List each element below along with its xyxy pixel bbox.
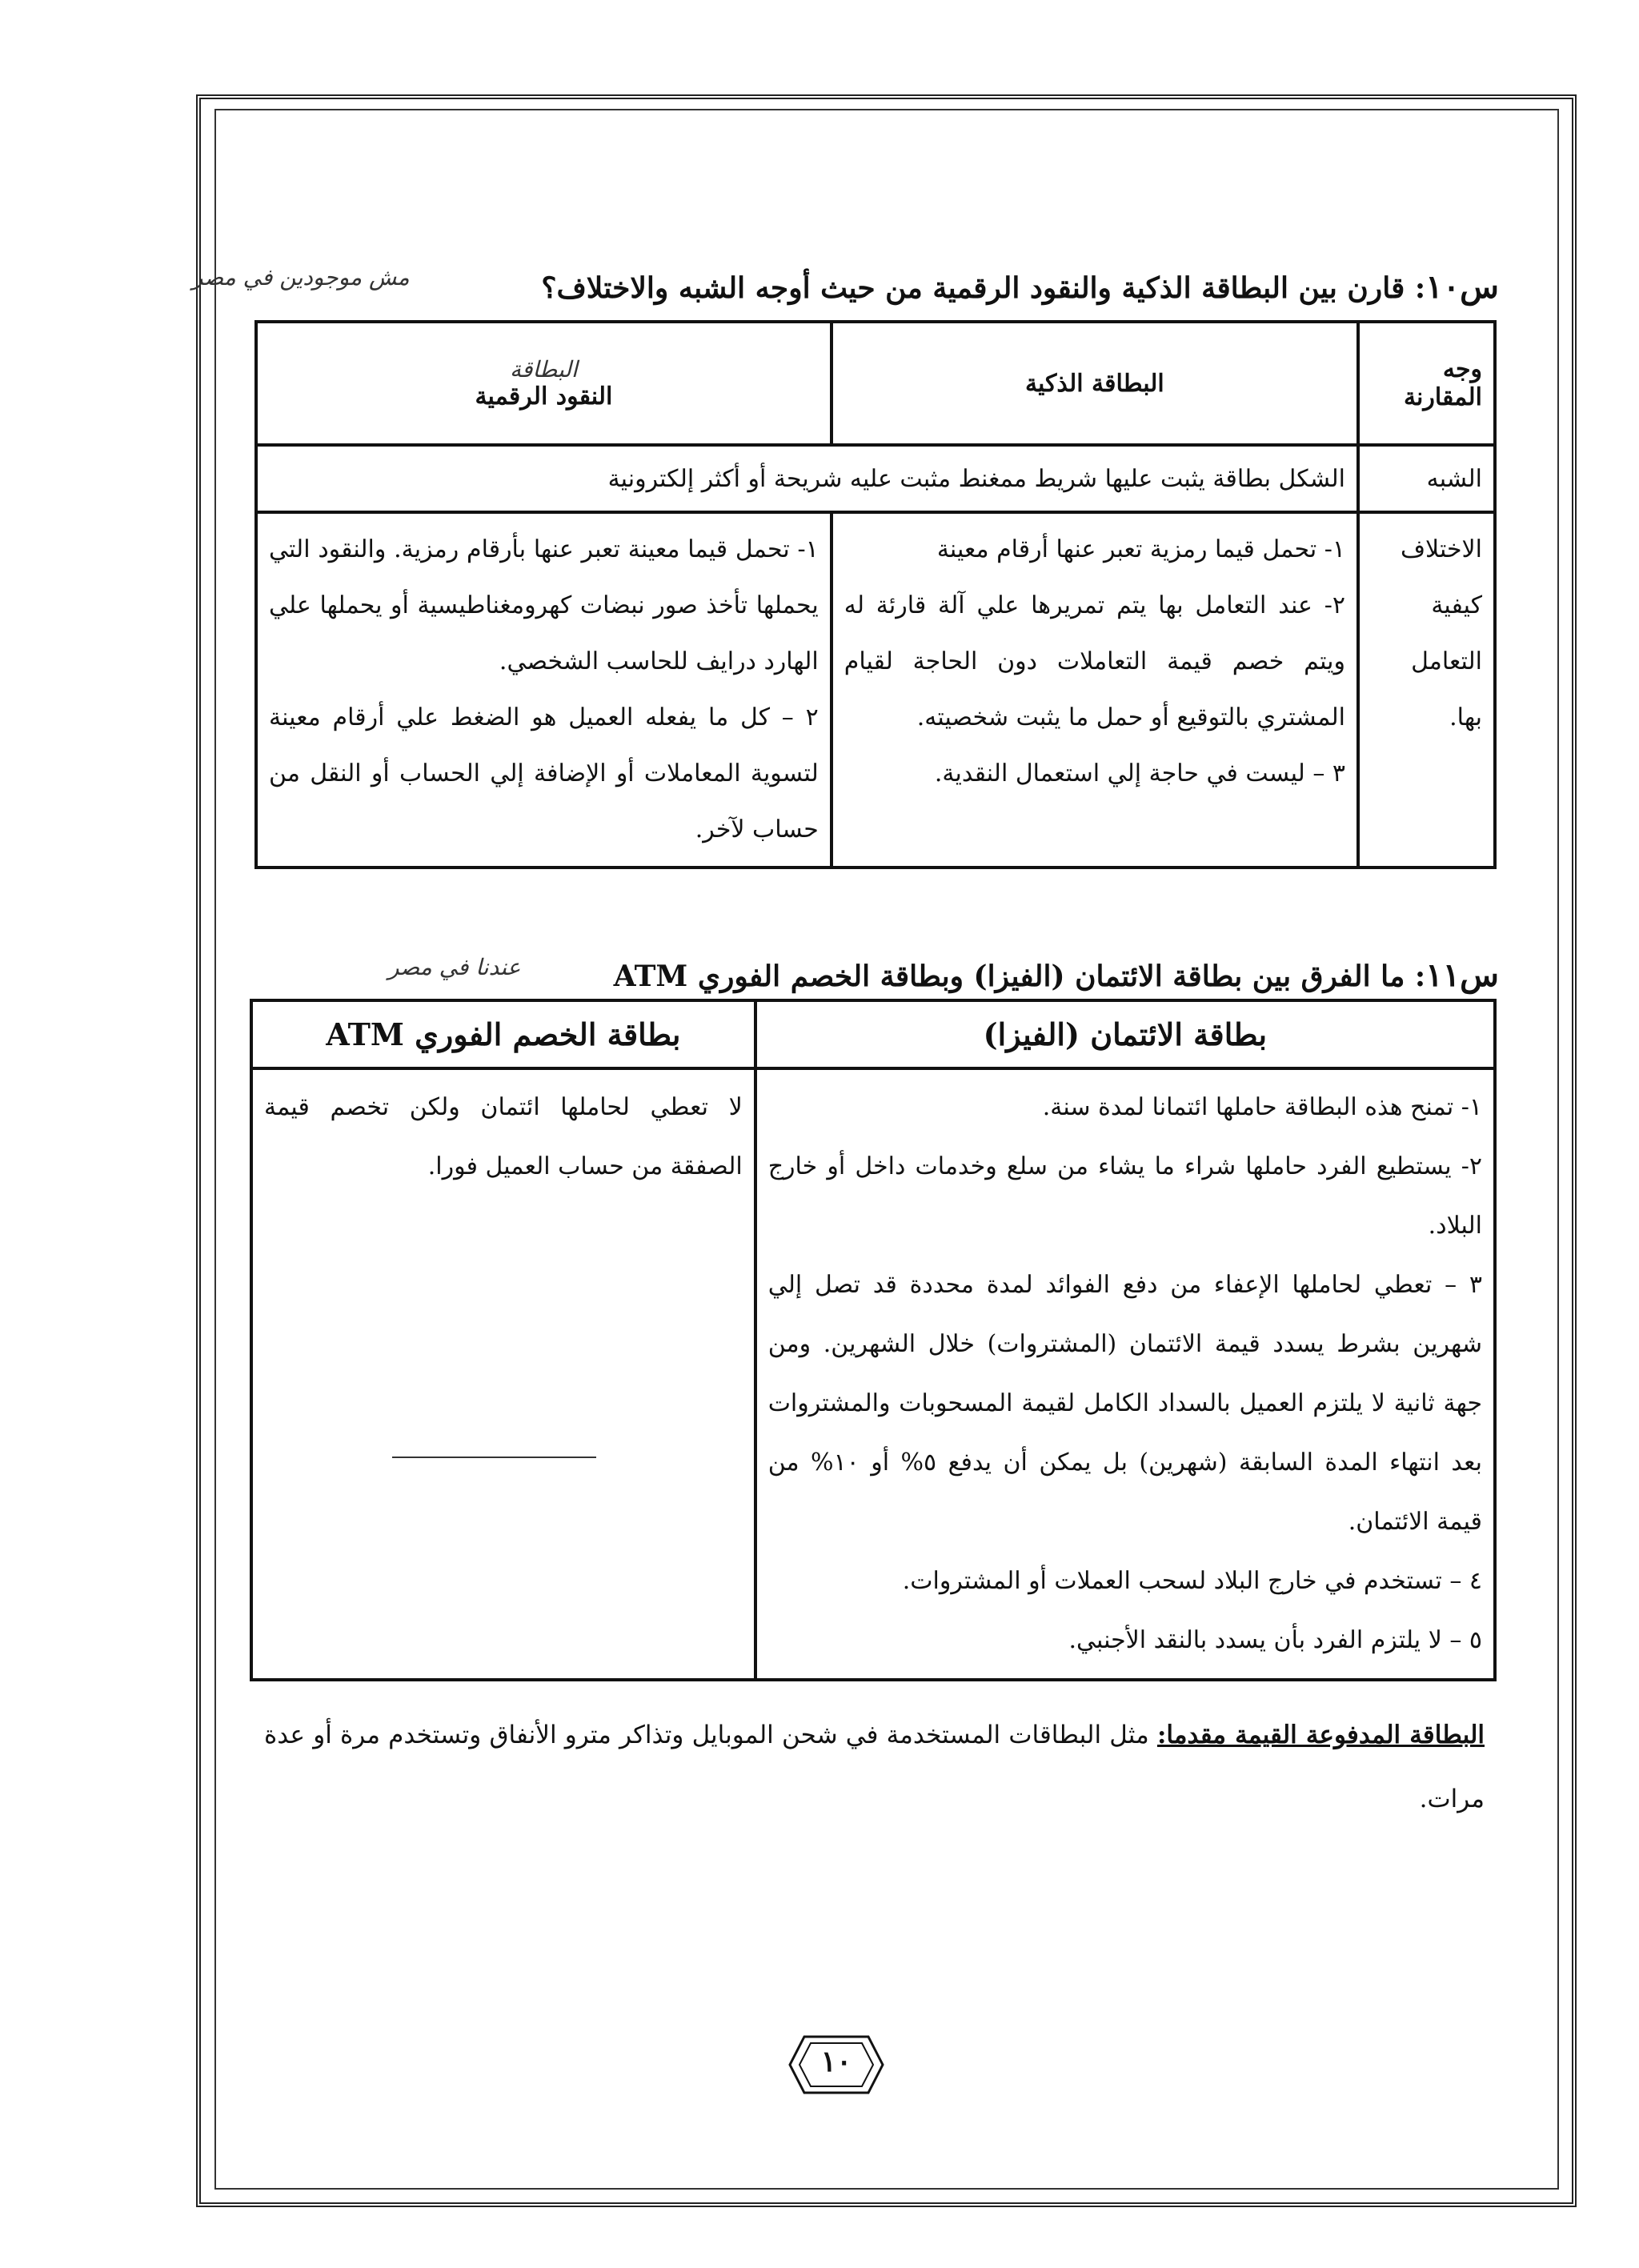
smart-point-2: ٢- عند التعامل بها يتم تمريرها علي آلة قارئة له ويتم خصم قيمة التعاملات دون الحاجة لقيام المشتري بالتوقيع أو حمل ما يثبت شخصيته. <box>844 591 1345 731</box>
difference-label: الاختلاف كيفية التعامل بها. <box>1358 512 1495 868</box>
digital-point-1: ١- تحمل قيما معينة تعبر عنها بأرقام رمزية. والنقود التي يحملها تأخذ صور نبضات كهرومغناطيسية أو يحملها علي الهارد درايف للحاسب الشخصي. <box>269 535 819 675</box>
prepaid-card-note <box>264 1703 1485 1831</box>
visa-point-2: ٢- يستطيع الفرد حاملها شراء ما يشاء من سلع وخدمات داخل أو خارج البلاد. <box>767 1152 1482 1240</box>
question-11-heading <box>614 956 1499 994</box>
smart-point-3: ٣ – ليست في حاجة إلي استعمال النقدية. <box>934 759 1345 787</box>
page-number: ١٠ <box>820 2045 852 2078</box>
atm-card-description: لا تعطي لحاملها ائتمان ولكن تخصم قيمة الصفقة من حساب العميل فورا. <box>251 1068 755 1680</box>
question-11-text: : ما الفرق بين بطاقة الائتمان (الفيزا) وبطاقة الخصم الفوري ATM <box>613 960 1426 993</box>
pen-mark <box>392 1457 596 1458</box>
table-header-row <box>251 1000 1495 1068</box>
difference-digital-money <box>256 512 832 868</box>
visa-vs-atm-table <box>250 999 1497 1681</box>
question-11-handwritten-note: عندنا في مصر <box>388 954 521 980</box>
similarity-label: الشبه <box>1358 445 1495 512</box>
visa-point-1: ١- تمنح هذه البطاقة حاملها ائتمانا لمدة سنة. <box>1042 1093 1482 1121</box>
header-credit-card: بطاقة الائتمان (الفيزا) <box>755 1000 1495 1068</box>
visa-point-5: ٥ – لا يلتزم الفرد بأن يسدد بالنقد الأجنبي. <box>1068 1626 1482 1654</box>
header-comparison-aspect: وجه المقارنة <box>1358 322 1495 445</box>
difference-smart-card <box>832 512 1358 868</box>
digital-handwritten-note: البطاقة <box>510 356 578 383</box>
prepaid-card-text: مثل البطاقات المستخدمة في شحن الموبايل وتذاكر مترو الأنفاق وتستخدم مرة أو عدة مرات. <box>264 1721 1485 1813</box>
visa-point-3: ٣ – تعطي لحاملها الإعفاء من دفع الفوائد لمدة محددة قد تصل إلي شهرين بشرط يسدد قيمة الائتمان (المشتروات) خلال الشهرين. ومن جهة ثانية لا يلتزم العميل بالسداد الكامل لقيمة المسحوبات والمشتروات بعد انتهاء المدة السابقة (شهرين) بل يمكن أن يدفع ٥% أو ١٠% من قيمة الائتمان. <box>767 1271 1482 1536</box>
table-header-row <box>256 322 1495 445</box>
header-smart-card: البطاقة الذكية <box>832 322 1358 445</box>
credit-card-points <box>755 1068 1495 1680</box>
header-digital-money <box>256 322 832 445</box>
similarity-text: الشكل بطاقة يثبت عليها شريط ممغنط مثبت عليه شريحة أو أكثر إلكترونية <box>256 445 1358 512</box>
comparison-row <box>251 1068 1495 1680</box>
question-10-text: : قارن بين البطاقة الذكية والنقود الرقمية من حيث أوجه الشبه والاختلاف؟ <box>541 271 1426 305</box>
header-atm-card: بطاقة الخصم الفوري ATM <box>251 1000 755 1068</box>
question-10-handwritten-note: مش موجودين في مصر <box>192 264 410 291</box>
smart-vs-digital-table <box>254 320 1497 869</box>
prepaid-card-label: البطاقة المدفوعة القيمة مقدما: <box>1156 1721 1485 1749</box>
question-10-number: س١٠ <box>1425 268 1499 306</box>
smart-point-1: ١- تحمل قيما رمزية تعبر عنها أرقام معينة <box>936 535 1345 563</box>
header-digital-money-label: النقود الرقمية <box>475 383 613 411</box>
visa-point-4: ٤ – تستخدم في خارج البلاد لسحب العملات أو المشتروات. <box>902 1567 1482 1595</box>
similarity-row <box>256 445 1495 512</box>
question-11-number: س١١ <box>1425 956 1499 994</box>
digital-point-2: ٢ – كل ما يفعله العميل هو الضغط علي أرقام معينة لتسوية المعاملات أو الإضافة إلي الحساب أو النقل من حساب لآخر. <box>269 703 819 843</box>
difference-row <box>256 512 1495 868</box>
question-10-heading <box>541 268 1499 306</box>
